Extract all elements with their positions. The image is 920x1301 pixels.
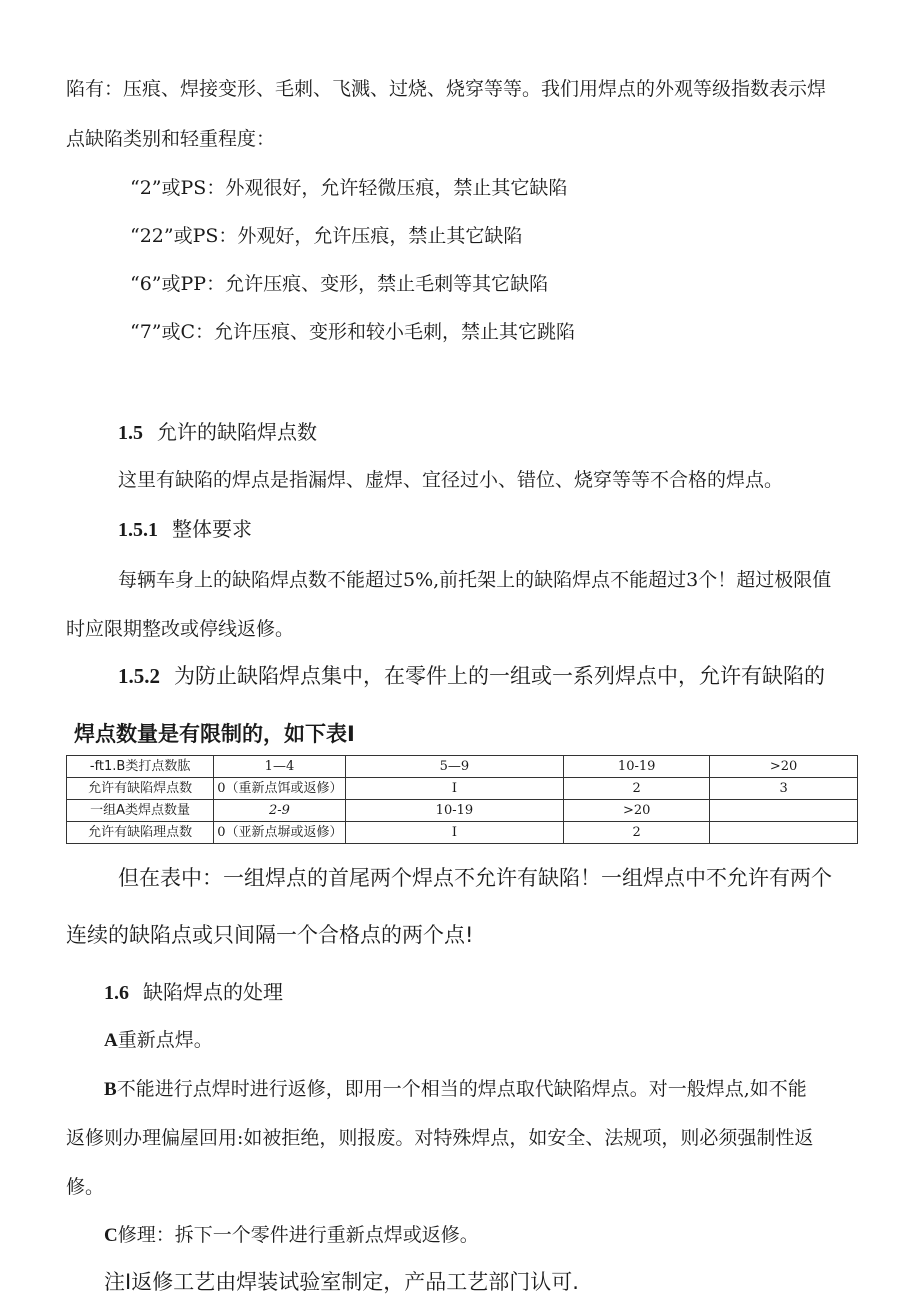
defect-limit-table [66,755,858,844]
section-title: 整体要求 [172,517,252,541]
section-number: 1.5 [118,422,143,444]
note-line-1: 但在表中：一组焊点的首尾两个焊点不允许有缺陷！一组焊点中不允许有两个 [118,866,832,890]
table-cell: 5—9 [345,756,564,778]
item-letter: A [104,1030,118,1051]
table-cell: 10-19 [345,800,564,822]
section-number: 1.5.2 [118,664,160,688]
section-1-5-1-line-1: 每辆车身上的缺陷焊点数不能超过5%,前托架上的缺陷焊点不能超过3个！超过极限值 [118,569,832,591]
section-number: 1.6 [104,982,129,1004]
item-text: 修理：拆下一个零件进行重新点焊或返修。 [117,1224,479,1246]
table-row [67,800,858,822]
item-text: 不能进行点焊时进行返修，即用一个相当的焊点取代缺陷焊点。对一般焊点,如不能 [116,1078,807,1100]
table-cell: 0（亚新点塀或返修） [214,822,345,844]
item-a [104,1028,213,1053]
item-letter: C [104,1225,118,1246]
table-cell: 10-19 [564,756,710,778]
intro-line-2: 点缺陷类别和轻重程度： [66,128,276,150]
table-cell: 允许有缺陷理点数 [67,822,214,844]
item-b-line-3: 修。 [66,1176,105,1198]
table-cell: 3 [710,778,858,800]
item-c [104,1223,479,1248]
section-1-5-1-heading [118,517,252,542]
table-cell: 允许有缺陷焊点数 [67,778,214,800]
section-number: 1.5.1 [118,519,158,541]
item-text: 重新点焊。 [117,1029,213,1051]
table-cell: 2 [564,822,710,844]
grade-7: “7”或C：允许压痕、变形和较小毛刺，禁止其它跳陷 [130,321,576,343]
table-cell: >20 [564,800,710,822]
table-cell: I [345,778,564,800]
section-title: 允许的缺陷焊点数 [157,420,317,444]
section-1-5-1-line-2: 时应限期整改或停线返修。 [66,618,295,640]
table-row [67,822,858,844]
section-1-6-heading [104,980,283,1005]
note-line-2: 连续的缺陷点或只间隔一个合格点的两个点! [66,923,474,947]
section-1-5-body: 这里有缺陷的焊点是指漏焊、虚焊、宜径过小、错位、烧穿等等不合格的焊点。 [118,469,784,491]
section-1-5-2-line-2: 焊点数量是有限制的，如下表I [74,722,355,746]
grade-22: “22”或PS：外观好，允许压痕，禁止其它缺陷 [130,225,523,247]
section-1-5-2-line-1 [118,664,825,688]
item-b-line-2: 返修则办理偏屋回用:如被拒绝，则报废。对特殊焊点，如安全、法规项，则必须强制性返 [66,1127,814,1149]
table-cell: 0（重新点饵或返修） [214,778,345,800]
item-b-line-1 [104,1077,807,1102]
table-cell: 1—4 [214,756,345,778]
grade-6: “6”或PP：允许压痕、变形，禁止毛刺等其它缺陷 [130,273,549,295]
table-row [67,778,858,800]
table-row [67,756,858,778]
table-cell [710,800,858,822]
table-cell [710,822,858,844]
table-cell: -ft1.B类打点数肱 [67,756,214,778]
table-cell: 2 [564,778,710,800]
item-letter: B [104,1079,117,1100]
table-cell: I [345,822,564,844]
table-cell: >20 [710,756,858,778]
footer-note: 注I返修工艺由焊装试验室制定，产品工艺部门认可. [104,1270,579,1294]
table-cell: 一组A类焊点数量 [67,800,214,822]
table-cell: 2-9 [214,800,345,822]
section-1-5-heading [118,420,317,445]
grade-2: “2”或PS：外观很好，允许轻微压痕，禁止其它缺陷 [130,177,568,199]
intro-line-1: 陷有：压痕、焊接变形、毛刺、飞溅、过烧、烧穿等等。我们用焊点的外观等级指数表示焊 [66,78,827,100]
section-1-5-2-text: 为防止缺陷焊点集中，在零件上的一组或一系列焊点中，允许有缺陷的 [174,664,825,688]
section-title: 缺陷焊点的处理 [143,980,283,1004]
